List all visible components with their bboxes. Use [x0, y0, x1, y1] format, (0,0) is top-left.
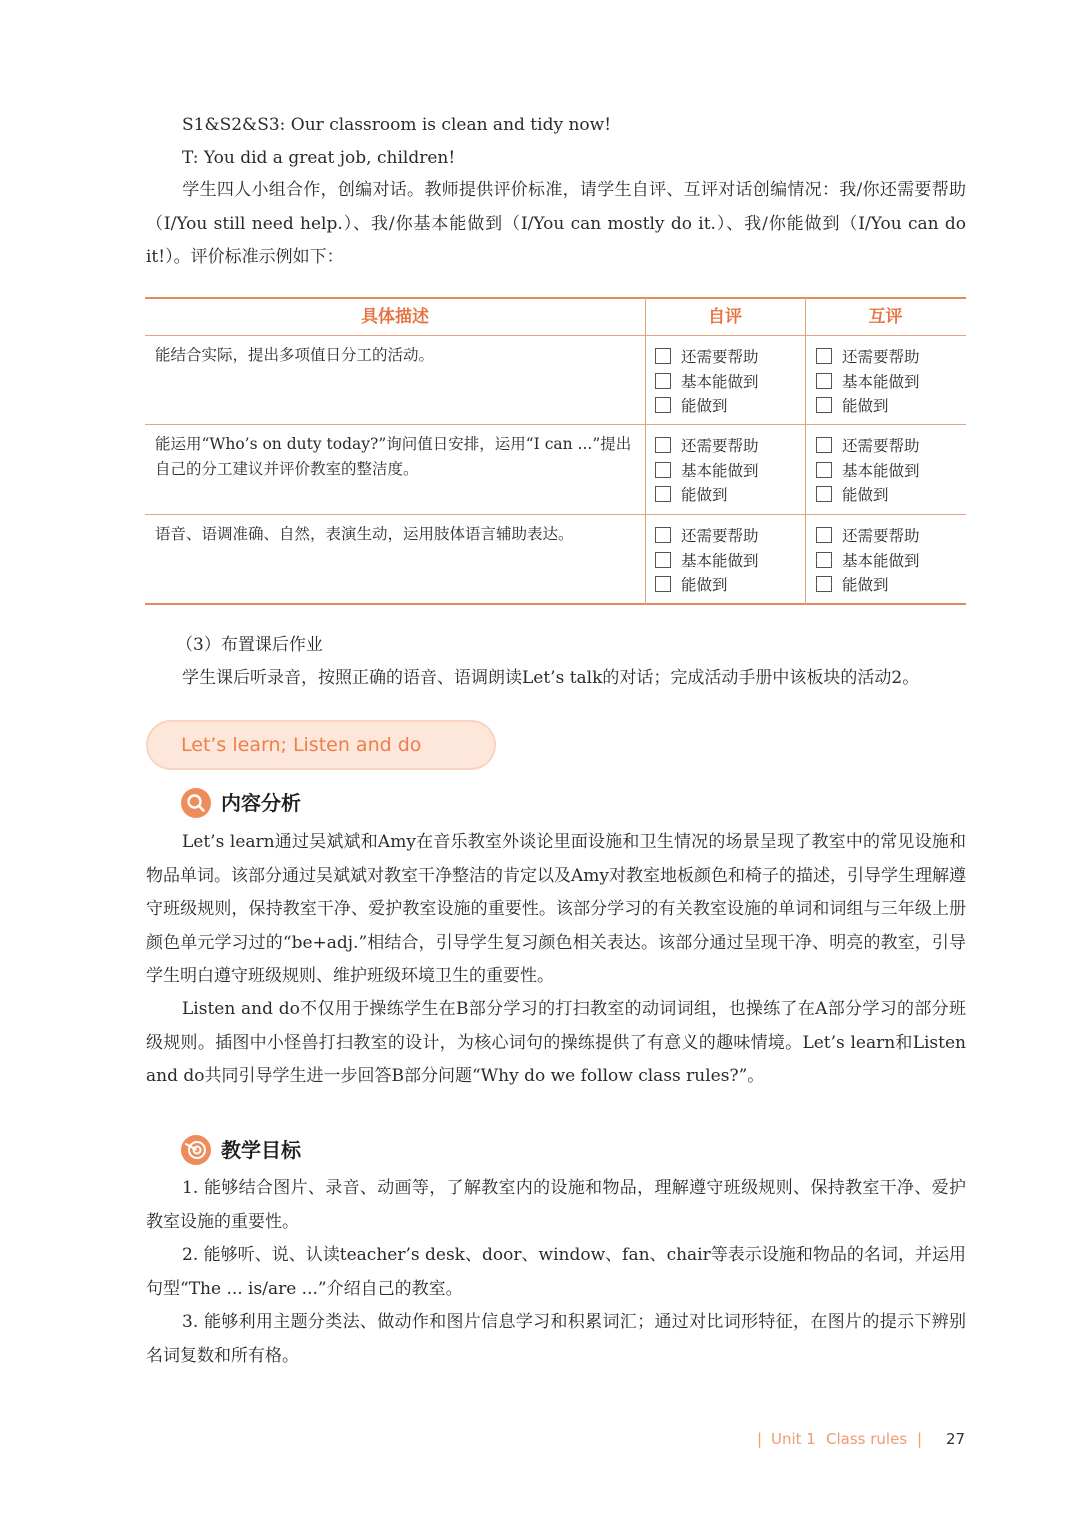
option-label: 基本能做到 — [842, 372, 920, 391]
content-analysis-paragraph-2 — [146, 993, 966, 1094]
header-self-eval: 自评 — [708, 307, 742, 327]
checkbox[interactable] — [816, 486, 832, 502]
checkbox[interactable] — [816, 397, 832, 413]
row-2-peer-options — [816, 433, 920, 507]
checkbox[interactable] — [655, 576, 671, 592]
evaluation-table — [145, 297, 966, 605]
checkbox[interactable] — [655, 348, 671, 364]
row-2-self-options — [655, 433, 759, 507]
teaching-goal-3-text: 3. 能够利用主题分类法、做动作和图片信息学习和积累词汇；通过对比词形特征，在图片的提示下辨别名词复数和所有格。 — [146, 1312, 966, 1366]
option-label: 能做到 — [681, 397, 728, 416]
checkbox[interactable] — [655, 486, 671, 502]
footer-unit: Unit 1 — [771, 1430, 816, 1448]
option-label: 能做到 — [842, 397, 889, 416]
option-label: 还需要帮助 — [842, 527, 920, 546]
checkbox[interactable] — [655, 437, 671, 453]
option-label: 基本能做到 — [681, 372, 759, 391]
footer-divider-left: | — [757, 1430, 763, 1448]
dialogue-line-2: T: You did a great job, children! — [182, 148, 456, 168]
teaching-goal-2-text: 2. 能够听、说、认读teacher’s desk、door、window、fan、chair等表示设施和物品的名词，并运用句型“The ... is/are ...”介绍自己的教室。 — [146, 1245, 966, 1299]
row-1-description: 能结合实际，提出多项值日分工的活动。 — [155, 346, 435, 364]
option-label: 能做到 — [842, 486, 889, 505]
option-label: 基本能做到 — [842, 461, 920, 480]
instructions-text: 学生四人小组合作，创编对话。教师提供评价标准，请学生自评、互评对话创编情况：我/你还需要帮助（I/You still need help.）、我/你基本能做到（I/You can mostly do it.）、我/你能做到（I/You can do it!）。评价标准示例如下： — [146, 180, 966, 267]
teaching-goal-3 — [146, 1306, 966, 1373]
row-1-self-options — [655, 344, 759, 418]
checkbox[interactable] — [816, 437, 832, 453]
checkbox[interactable] — [816, 373, 832, 389]
checkbox[interactable] — [816, 527, 832, 543]
option-label: 还需要帮助 — [681, 527, 759, 546]
checkbox[interactable] — [816, 552, 832, 568]
option-label: 基本能做到 — [681, 551, 759, 570]
instructions-paragraph — [146, 174, 966, 275]
teaching-goal-1-text: 1. 能够结合图片、录音、动画等，了解教室内的设施和物品，理解遵守班级规则、保持教室干净、爱护教室设施的重要性。 — [146, 1178, 966, 1232]
content-analysis-title: 内容分析 — [221, 791, 301, 815]
option-label: 基本能做到 — [681, 461, 759, 480]
dialogue-line-1: S1&S2&S3: Our classroom is clean and tidy now! — [182, 115, 612, 135]
section-banner-label: Let’s learn; Listen and do — [181, 734, 422, 756]
teaching-goal-2 — [146, 1239, 966, 1306]
option-label: 能做到 — [681, 486, 728, 505]
row-2-description: 能运用“Who’s on duty today?”询问值日安排，运用“I can ...”提出自己的分工建议并评价教室的整洁度。 — [155, 435, 632, 478]
content-analysis-text-1: Let’s learn通过吴斌斌和Amy在音乐教室外谈论里面设施和卫生情况的场景呈现了教室中的常见设施和物品单词。该部分通过吴斌斌对教室干净整洁的肯定以及Amy对教室地板颜色和椅子的描述，引导学生理解遵守班级规则，保持教室干净、爱护教室设施的重要性。该部分学习的有关教室设施的单词和词组与三年级上册颜色单元学习过的“be+adj.”相结合，引导学生复习颜色相关表达。该部分通过呈现干净、明亮的教室，引导学生明白遵守班级规则、维护班级环境卫生的重要性。 — [146, 832, 966, 986]
homework-text: 学生课后听录音，按照正确的语音、语调朗读Let’s talk的对话；完成活动手册中该板块的活动2。 — [182, 668, 920, 688]
row-3-peer-options — [816, 523, 920, 597]
option-label: 能做到 — [681, 576, 728, 595]
option-label: 还需要帮助 — [842, 437, 920, 456]
checkbox[interactable] — [655, 527, 671, 543]
section-banner — [146, 720, 496, 770]
footer-divider-right: | — [917, 1430, 923, 1448]
checkbox[interactable] — [655, 552, 671, 568]
header-peer-eval: 互评 — [868, 307, 903, 327]
header-description: 具体描述 — [361, 307, 429, 327]
checkbox[interactable] — [655, 373, 671, 389]
homework-heading: （3）布置课后作业 — [176, 635, 323, 655]
checkbox[interactable] — [655, 397, 671, 413]
row-1-peer-options — [816, 344, 920, 418]
content-analysis-paragraph-1 — [146, 826, 966, 994]
option-label: 能做到 — [842, 576, 889, 595]
footer-unit-title: Class rules — [826, 1430, 908, 1448]
content-analysis-text-2: Listen and do不仅用于操练学生在B部分学习的打扫教室的动词词组，也操练了在A部分学习的部分班级规则。插图中小怪兽打扫教室的设计，为核心词句的操练提供了有意义的趣味情境。Let’s learn和Listen and do共同引导学生进一步回答B部分问题“Why do we follow class rules?”。 — [146, 999, 966, 1086]
checkbox[interactable] — [816, 462, 832, 478]
page-number: 27 — [946, 1430, 966, 1448]
row-3-description: 语音、语调准确、自然，表演生动，运用肢体语言辅助表达。 — [155, 525, 574, 543]
option-label: 还需要帮助 — [681, 437, 759, 456]
teaching-goals-title: 教学目标 — [221, 1138, 301, 1162]
checkbox[interactable] — [816, 348, 832, 364]
teaching-goal-1 — [146, 1172, 966, 1239]
search-icon — [181, 788, 211, 818]
checkbox[interactable] — [816, 576, 832, 592]
option-label: 还需要帮助 — [681, 348, 759, 367]
option-label: 基本能做到 — [842, 551, 920, 570]
target-icon — [181, 1135, 211, 1165]
option-label: 还需要帮助 — [842, 348, 920, 367]
checkbox[interactable] — [655, 462, 671, 478]
row-3-self-options — [655, 523, 759, 597]
